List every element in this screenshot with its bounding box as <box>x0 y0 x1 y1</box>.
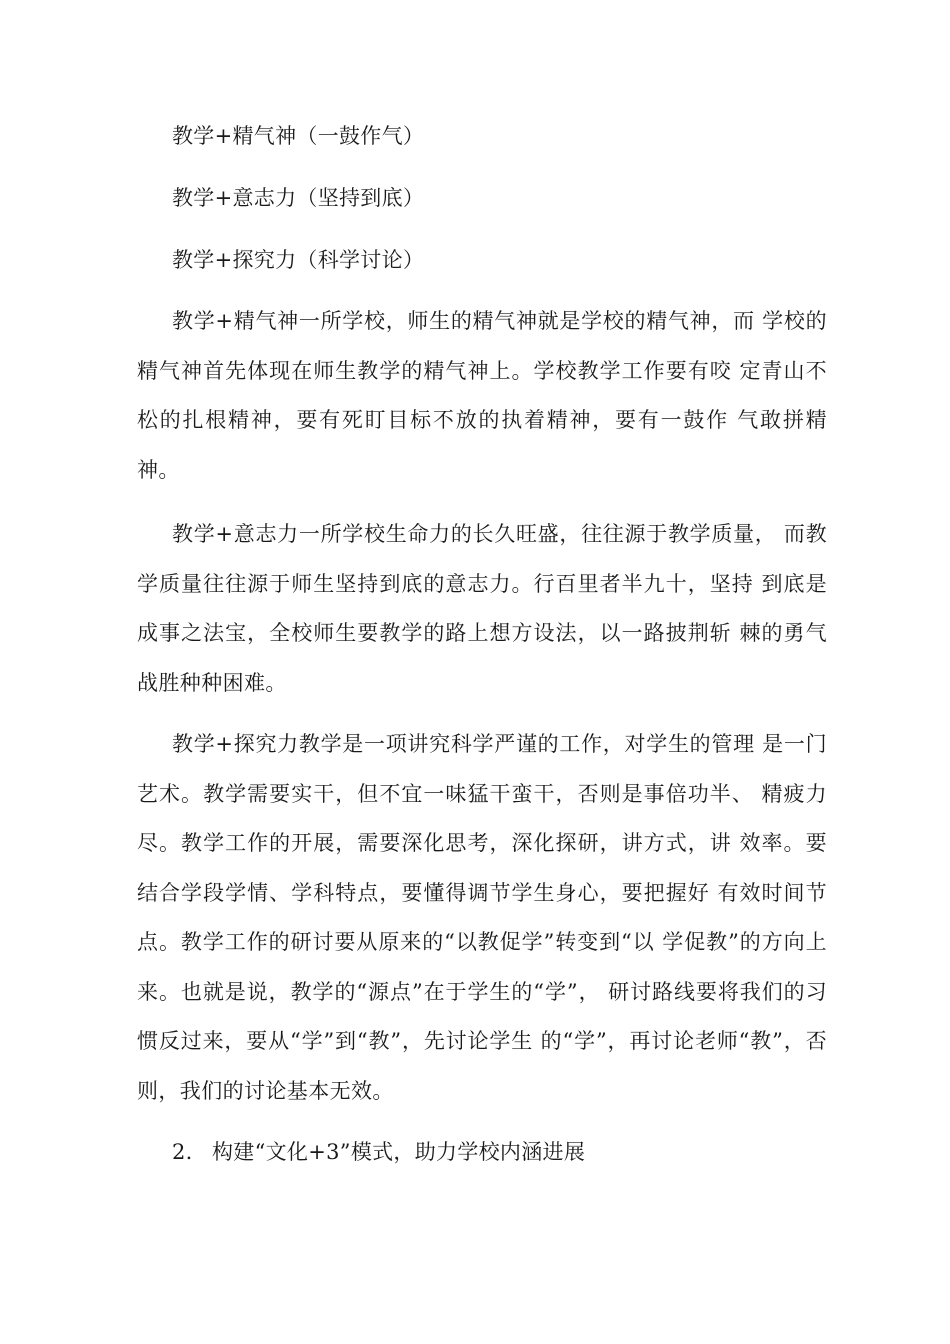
paragraph-spirit: 教学+精气神一所学校，师生的精气神就是学校的精气神，而 学校的精气神首先体现在师生教学的精气神上。学校教学工作要有咬 定青山不松的扎根精神，要有死盯目标不放的执着精神，要有一鼓作 气敢拼精神。 <box>137 309 827 482</box>
paragraph-willpower: 教学+意志力一所学校生命力的长久旺盛，往往源于教学质量， 而教学质量往往源于师生坚持到底的意志力。行百里者半九十，坚持 到底是成事之法宝，全校师生要教学的路上想方设法，以一路披荆斩 棘的勇气战胜种种困难。 <box>137 522 827 695</box>
list-line-spirit: 教学+精气神（一鼓作气） <box>172 124 425 148</box>
paragraph-inquiry: 教学+探究力教学是一项讲究科学严谨的工作，对学生的管理 是一门艺术。教学需要实干，但不宜一味猛干蛮干，否则是事倍功半、 精疲力尽。教学工作的开展，需要深化思考，深化探研，讲方式，讲 效率。要结合学段学情、学科特点，要懂得调节学生身心，要把握好 有效时间节点。教学工作的研讨要从原来的“以教促学”转变到“以 学促教”的方向上来。也就是说，教学的“源点”在于学生的“学”， 研讨路线要将我们的习惯反过来，要从“学”到“教”，先讨论学生 的“学”，再讨论老师“教”，否则，我们的讨论基本无效。 <box>137 732 827 1103</box>
list-line-inquiry: 教学+探究力（科学讨论） <box>172 248 425 272</box>
list-line-willpower: 教学+意志力（坚持到底） <box>172 186 425 210</box>
section-heading <box>172 1138 585 1166</box>
section-number: 2. <box>172 1140 193 1164</box>
section-title: 构建“文化+3”模式，助力学校内涵进展 <box>212 1140 586 1164</box>
